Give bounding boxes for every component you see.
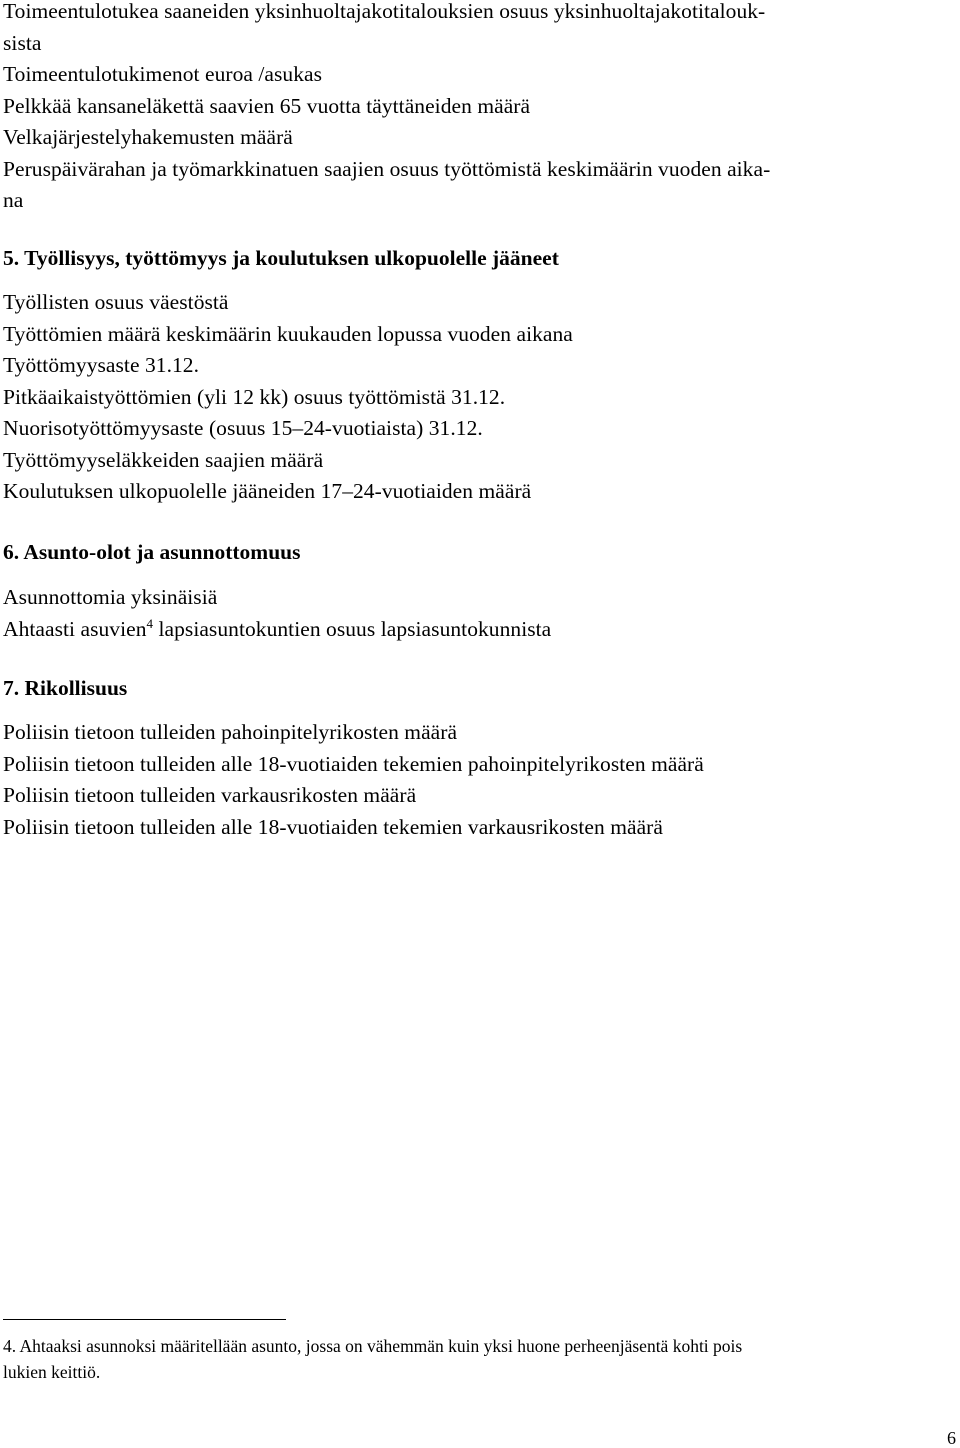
footnote-line: lukien keittiö. — [3, 1362, 101, 1382]
list-item: na — [3, 188, 24, 212]
section-5-list — [3, 287, 936, 508]
section-6-heading: 6. Asunto-olot ja asunnottomuus — [3, 540, 301, 564]
section-6-list — [3, 582, 936, 645]
list-item: Toimeentulotukimenot euroa /asukas — [3, 62, 323, 86]
footnote — [3, 1333, 936, 1385]
list-item: sista — [3, 30, 42, 55]
list-item: Pitkäaikaistyöttömien (yli 12 kk) osuus työttömistä 31.12. — [3, 384, 506, 409]
list-item: Nuorisotyöttömyysaste (osuus 15–24-vuotiaista) 31.12. — [3, 416, 483, 440]
list-item: Ahtaasti asuvien$^4$ lapsiasuntokuntien osuus lapsiasuntokunnista — [3, 615, 552, 641]
list-item: Työttömyyseläkkeiden saajien määrä — [3, 447, 324, 472]
list-item: Peruspäivärahan ja työmarkkinatuen saajien osuus työttömistä keskimäärin vuoden aika- — [3, 156, 771, 181]
list-item: Velkajärjestelyhakemusten määrä — [3, 125, 293, 149]
footnote-reference: 4 — [146, 615, 154, 631]
list-item: Koulutuksen ulkopuolelle jääneiden 17–24-vuotiaiden määrä — [3, 479, 532, 503]
footnote-line: 4. Ahtaaksi asunnoksi määritellään asunto, jossa on vähemmän kuin yksi huone perheenjäsentä kohti pois — [3, 1336, 743, 1356]
list-item: Asunnottomia yksinäisiä — [3, 585, 218, 609]
footnote-separator — [3, 1319, 286, 1320]
section-7-list — [3, 717, 936, 843]
list-item: Pelkkää kansaneläkettä saavien 65 vuotta täyttäneiden määrä — [3, 93, 531, 118]
list-item: Työttömien määrä keskimäärin kuukauden lopussa vuoden aikana — [3, 321, 573, 346]
section-5-heading: 5. Työllisyys, työttömyys ja koulutuksen ulkopuolelle jääneet — [3, 246, 559, 270]
list-item: Työllisten osuus väestöstä — [3, 290, 229, 314]
page-number: 6 — [947, 1428, 956, 1448]
list-item: Poliisin tietoon tulleiden alle 18-vuotiaiden tekemien varkausrikosten määrä — [3, 814, 663, 839]
list-item: Poliisin tietoon tulleiden alle 18-vuotiaiden tekemien pahoinpitelyrikosten määrä — [3, 751, 704, 776]
list-item: Poliisin tietoon tulleiden varkausrikosten määrä — [3, 783, 417, 807]
list-item: Työttömyysaste 31.12. — [3, 353, 200, 377]
section-7-heading: 7. Rikollisuus — [3, 676, 128, 700]
list-item: Toimeentulotukea saaneiden yksinhuoltajakotitalouksien osuus yksinhuoltajakotitalouk- — [3, 0, 766, 23]
list-item: Poliisin tietoon tulleiden pahoinpitelyrikosten määrä — [3, 720, 458, 744]
intro-list — [3, 0, 936, 217]
